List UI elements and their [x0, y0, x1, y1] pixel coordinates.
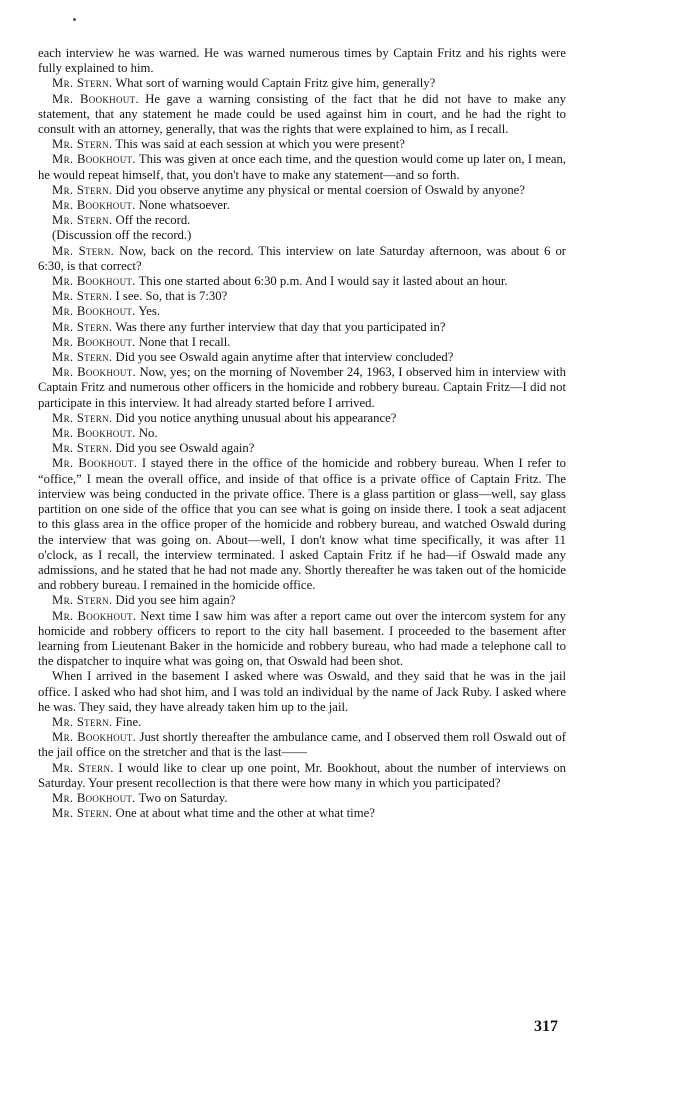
transcript-paragraph [38, 426, 566, 441]
transcript-paragraph [38, 456, 566, 593]
paragraph-text: Did you see Oswald again? [115, 441, 255, 456]
speaker-name: Mr. Bookhout. [52, 730, 136, 745]
paragraph-text: (Discussion off the record.) [52, 228, 192, 243]
transcript-paragraph [38, 715, 566, 730]
speaker-name: Mr. Bookhout. [52, 426, 136, 441]
speaker-name: Mr. Stern. [52, 350, 113, 365]
paragraph-text: None whatsoever. [138, 198, 230, 213]
transcript-paragraph [38, 289, 566, 304]
paragraph-text: Yes. [138, 304, 161, 319]
speaker-name: Mr. Stern. [52, 319, 113, 334]
paragraph-text: Did you notice anything unusual about his appearance? [115, 410, 397, 425]
page-number: 317 [534, 1018, 558, 1035]
speaker-name: Mr. Bookhout. [52, 152, 136, 167]
speaker-name: Mr. Bookhout. [52, 334, 136, 349]
transcript-paragraph [38, 274, 566, 289]
transcript-paragraph [38, 593, 566, 608]
paragraph-text: He gave a warning consisting of the fact that he did not have to make any statement, that any statement he made could be used against him in court, and he had the right to consult with an attorney, generally, that was the rights that were explained to him, as I recall. [38, 91, 566, 137]
speaker-name: Mr. Bookhout. [52, 790, 136, 805]
transcript-paragraph [38, 791, 566, 806]
paragraph-text: One at about what time and the other at what time? [115, 806, 375, 821]
speaker-name: Mr. Stern. [52, 289, 113, 304]
speaker-name: Mr. Stern. [52, 760, 114, 775]
transcript-paragraph [38, 304, 566, 319]
transcript-paragraph [38, 441, 566, 456]
speaker-name: Mr. Stern. [52, 441, 113, 456]
paragraph-text: Next time I saw him was after a report came out over the intercom system for any homicide and robbery officers to report to the city hall basement. I proceeded to the basement after learning from Lieutenant Baker in the homicide and robbery bureau, who had made a telephone call to the dispatcher to inquire what was going on, that Oswald had been shot. [38, 608, 567, 669]
paragraph-text: Now, yes; on the morning of November 24, 1963, I observed him in interview with Captain Fritz and numerous other officers in the homicide and robbery bureau. Captain Fritz—I did not participate in this interview. It had already started before I arrived. [38, 365, 566, 410]
transcript-paragraph [38, 198, 566, 213]
paragraph-text: Now, back on the record. This interview on late Saturday afternoon, was about 6 or 6:30, is that correct? [38, 243, 567, 273]
paragraph-text: Did you observe anytime any physical or mental coersion of Oswald by anyone? [115, 182, 525, 197]
paragraph-text: Off the record. [115, 213, 191, 228]
transcript-paragraph [38, 365, 566, 411]
transcript-paragraph [38, 669, 566, 715]
transcript-paragraph [38, 335, 566, 350]
paragraph-text: Did you see Oswald again anytime after that interview concluded? [115, 350, 454, 365]
transcript-paragraph [38, 228, 566, 243]
paragraph-text: Was there any further interview that day that you participated in? [115, 319, 446, 334]
speaker-name: Mr. Stern. [52, 182, 113, 197]
speaker-name: Mr. Bookhout. [52, 365, 136, 380]
transcript-paragraph [38, 761, 566, 791]
paragraph-text: No. [138, 426, 158, 441]
transcript-paragraph [38, 320, 566, 335]
transcript-text [38, 46, 566, 821]
paragraph-text: I see. So, that is 7:30? [115, 289, 228, 304]
transcript-paragraph [38, 76, 566, 91]
speaker-name: Mr. Stern. [52, 714, 113, 729]
transcript-paragraph [38, 137, 566, 152]
paragraph-text: each interview he was warned. He was warned numerous times by Captain Fritz and his rights were fully explained to him. [38, 46, 566, 76]
paragraph-text: What sort of warning would Captain Fritz give him, generally? [115, 76, 436, 91]
transcript-paragraph [38, 244, 566, 274]
transcript-paragraph [38, 46, 566, 76]
paragraph-text: None that I recall. [138, 334, 231, 349]
transcript-paragraph [38, 350, 566, 365]
paragraph-text: This was given at once each time, and the question would come up later on, I mean, he would repeat himself, that, you don't have to make any statement—and so forth. [38, 152, 566, 182]
paragraph-text: Fine. [115, 714, 142, 729]
speaker-name: Mr. Bookhout. [52, 274, 136, 289]
paragraph-text: This one started about 6:30 p.m. And I would say it lasted about an hour. [138, 274, 508, 289]
paragraph-text: This was said at each session at which you were present? [115, 137, 405, 152]
speaker-name: Mr. Stern. [52, 593, 113, 608]
print-speck [73, 18, 76, 21]
speaker-name: Mr. Bookhout. [52, 456, 138, 471]
speaker-name: Mr. Bookhout. [52, 91, 139, 106]
speaker-name: Mr. Stern. [52, 806, 113, 821]
speaker-name: Mr. Bookhout. [52, 198, 136, 213]
speaker-name: Mr. Stern. [52, 243, 115, 258]
transcript-paragraph [38, 213, 566, 228]
paragraph-text: When I arrived in the basement I asked where was Oswald, and they said that he was in the jail office. I asked who had shot him, and I was told an individual by the name of Jack Ruby. I asked where he was. They said, they have already taken him up to the jail. [38, 669, 566, 714]
speaker-name: Mr. Bookhout. [52, 608, 137, 623]
paragraph-text: Two on Saturday. [138, 790, 228, 805]
transcript-paragraph [38, 92, 566, 138]
transcript-paragraph [38, 730, 566, 760]
speaker-name: Mr. Stern. [52, 76, 113, 91]
speaker-name: Mr. Stern. [52, 410, 113, 425]
transcript-paragraph [38, 183, 566, 198]
transcript-paragraph [38, 152, 566, 182]
transcript-paragraph [38, 806, 566, 821]
paragraph-text: Just shortly thereafter the ambulance came, and I observed them roll Oswald out of the jail office on the stretcher and that is the last—— [38, 730, 566, 760]
paragraph-text: I would like to clear up one point, Mr. Bookhout, about the number of interviews on Saturday. Your present recollection is that there were how many in which you participated? [38, 760, 567, 790]
transcript-paragraph [38, 609, 566, 670]
paragraph-text: I stayed there in the office of the homicide and robbery bureau. When I refer to “office,” I mean the overall office, and inside of that office is a private office of Captain Fritz. The interview was being conducted in the private office. There is a glass partition or glass—well, say glass partition on one side of the office that you can see what is going on inside there. I took a seat adjacent to this glass area in the office proper of the homicide and robbery bureau, and watched Oswald during the interview that was going on. About—well, I don't know what time specifically, it was after 11 o'clock, as I recall, the interview terminated. I asked Captain Fritz if he had—if Oswald made any admissions, and he stated that he had not made any. Shortly thereafter he was taken out of the homicide and robbery bureau. I remained in the homicide office. [38, 456, 566, 593]
speaker-name: Mr. Stern. [52, 213, 113, 228]
speaker-name: Mr. Bookhout. [52, 304, 136, 319]
speaker-name: Mr. Stern. [52, 137, 113, 152]
paragraph-text: Did you see him again? [115, 593, 236, 608]
transcript-paragraph [38, 411, 566, 426]
